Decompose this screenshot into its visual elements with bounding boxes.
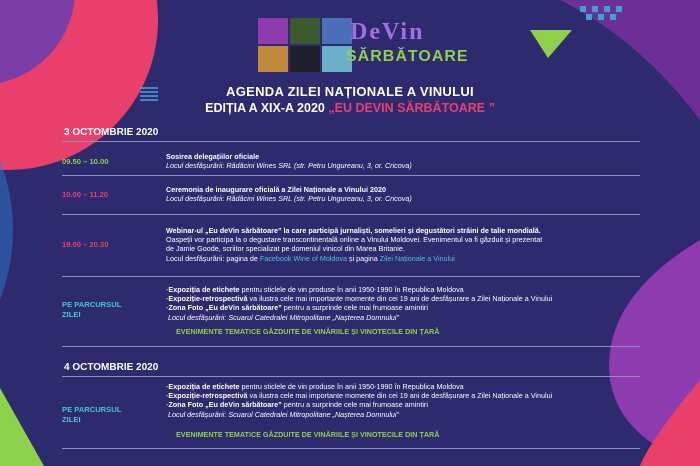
webinar-text: de Jamie Goode, scriitor specializat pe domeniul vinicol din Marea Britanie. (166, 244, 405, 254)
left-green-triangle (0, 388, 44, 466)
exhibit-text: va ilustra cele mai importante momente din cei 19 ani de desfășurare a Zilei Naționale a Vinului (247, 391, 553, 401)
theme-events: EVENIMENTE TEMATICE GĂZDUITE DE VINĂRIILE ȘI VINOTECILE DIN ȚARĂ (176, 327, 440, 336)
day2-date: 4 OCTOMBRIE 2020 (64, 362, 159, 373)
divider (62, 276, 640, 277)
exhibit-title: Zona Foto „Eu deVin sărbătoare” (168, 400, 282, 410)
edition-theme: „EU DEVIN SĂRBĂTOARE ” (328, 101, 495, 115)
divider (62, 448, 640, 449)
page-title: AGENDA ZILEI NAȚIONALE A VINULUI (226, 84, 474, 99)
throughout-description: -Expoziția de etichete pentru sticlele de vin produse în anii 1950-1990 în Republica Moldova -Expoziție-retrospectivă va ilustra cele mai importante momente din cei 19 ani de desfășurare a Zilei Naționale a Vinului -Zona Foto „Eu deVin sărbătoare” pentru a surprinde cele mai frumoase amintiri Locul desfășurării: Scuarul Catedralei Mitropolitane „Nașterea Domnului” (166, 285, 553, 322)
divider (62, 141, 640, 142)
throughout-label (62, 405, 121, 425)
exhibit-text: va ilustra cele mai importante momente din cei 19 ani de desfășurare a Zilei Naționale a Vinului (247, 294, 553, 304)
divider (62, 175, 640, 176)
event-description (166, 152, 636, 170)
exhibit-location: Locul desfășurării: Scuarul Catedralei Mitropolitane „Nașterea Domnului” (168, 312, 399, 322)
throughout-description: -Expoziția de etichete pentru sticlele de vin produse în anii 1950-1990 în Republica Moldova -Expoziție-retrospectivă va ilustra cele mai importante momente din cei 19 ani de desfășurare a Zilei Naționale a Vinului -Zona Foto „Eu deVin sărbătoare” pentru a surprinde cele mai frumoase amintiri Locul desfășurării: Scuarul Catedralei Mitropolitane „Nașterea Domnului” (166, 382, 553, 419)
logo-tile (290, 46, 320, 72)
webinar-text: Oaspeții vor participa la o degustare transcontinentală online a Vinului Moldovei. Evenimentul va fi găzduit și prezentat (166, 235, 543, 245)
throughout-label-line: ZILEI (62, 415, 81, 424)
event-time: 09.50 – 10.00 (62, 157, 109, 166)
day1-date: 3 OCTOMBRIE 2020 (64, 127, 159, 138)
logo-tile (322, 18, 352, 44)
event-location: Locul desfășurării: Rădăcini Wines SRL (str. Petru Ungureanu, 3, or. Cricova) (166, 194, 412, 204)
webinar-location: Locul desfășurării: pagina de (166, 253, 260, 263)
facebook-link[interactable]: Facebook Wine of Moldova (259, 253, 347, 263)
event-time: 10.00 – 11.20 (62, 190, 109, 199)
logo-text: DeVin (350, 19, 425, 45)
event-title: Sosirea delegațiilor oficiale (166, 152, 260, 161)
exhibit-title: Expoziția de etichete (168, 285, 240, 294)
event-description (166, 185, 636, 203)
divider (62, 214, 640, 215)
exhibit-title: Expoziție-retrospectivă (168, 391, 248, 401)
logo-tile (290, 18, 320, 44)
throughout-label-line: PE PARCURSUL (62, 300, 122, 309)
national-day-link[interactable]: Zilei Naționale a Vinului (379, 253, 455, 263)
left-cyan-shape (0, 160, 13, 300)
exhibit-title: Expoziția de etichete (168, 382, 240, 391)
divider (62, 346, 640, 347)
exhibit-title: Expoziție-retrospectivă (168, 294, 248, 304)
divider (62, 376, 640, 377)
throughout-label (62, 300, 121, 320)
logo-subtitle: SĂRBĂTOARE (346, 48, 469, 65)
top-right-green-triangle (530, 30, 572, 58)
webinar-location-mid: și pagina (347, 253, 380, 263)
edition-label: EDIȚIA A XIX-A 2020 (205, 101, 325, 115)
exhibit-text: pentru a surprinde cele mai frumoase amintiri (281, 303, 428, 313)
webinar-title: Webinar-ul „Eu deVin sărbătoare” la care participă jurnaliști, somelieri și degustători străini de talie mondială. (166, 226, 541, 235)
exhibit-text: pentru sticlele de vin produse în anii 1950-1990 în Republica Moldova (239, 285, 464, 294)
logo-tile (258, 46, 288, 72)
event-location: Locul desfășurării: Rădăcini Wines SRL (str. Petru Ungureanu, 3, or. Cricova) (166, 161, 412, 171)
logo-tile (258, 18, 288, 44)
exhibit-text: pentru a surprinde cele mai frumoase amintiri (281, 400, 428, 410)
page-subtitle (0, 101, 700, 115)
event-time: 19.00 – 20.30 (62, 240, 109, 249)
throughout-label-line: PE PARCURSUL (62, 405, 122, 414)
webinar-description (166, 226, 636, 263)
exhibit-text: pentru sticlele de vin produse în anii 1950-1990 în Republica Moldova (239, 382, 464, 391)
event-title: Ceremonia de inaugurare oficială a Zilei Naționale a Vinului 2020 (166, 185, 386, 194)
exhibit-location: Locul desfășurării: Scuarul Catedralei Mitropolitane „Nașterea Domnului” (168, 409, 399, 419)
exhibit-title: Zona Foto „Eu deVin sărbătoare” (168, 303, 282, 313)
throughout-label-line: ZILEI (62, 310, 81, 319)
theme-events: EVENIMENTE TEMATICE GĂZDUITE DE VINĂRIILE ȘI VINOTECILE DIN ȚARĂ (176, 430, 440, 439)
